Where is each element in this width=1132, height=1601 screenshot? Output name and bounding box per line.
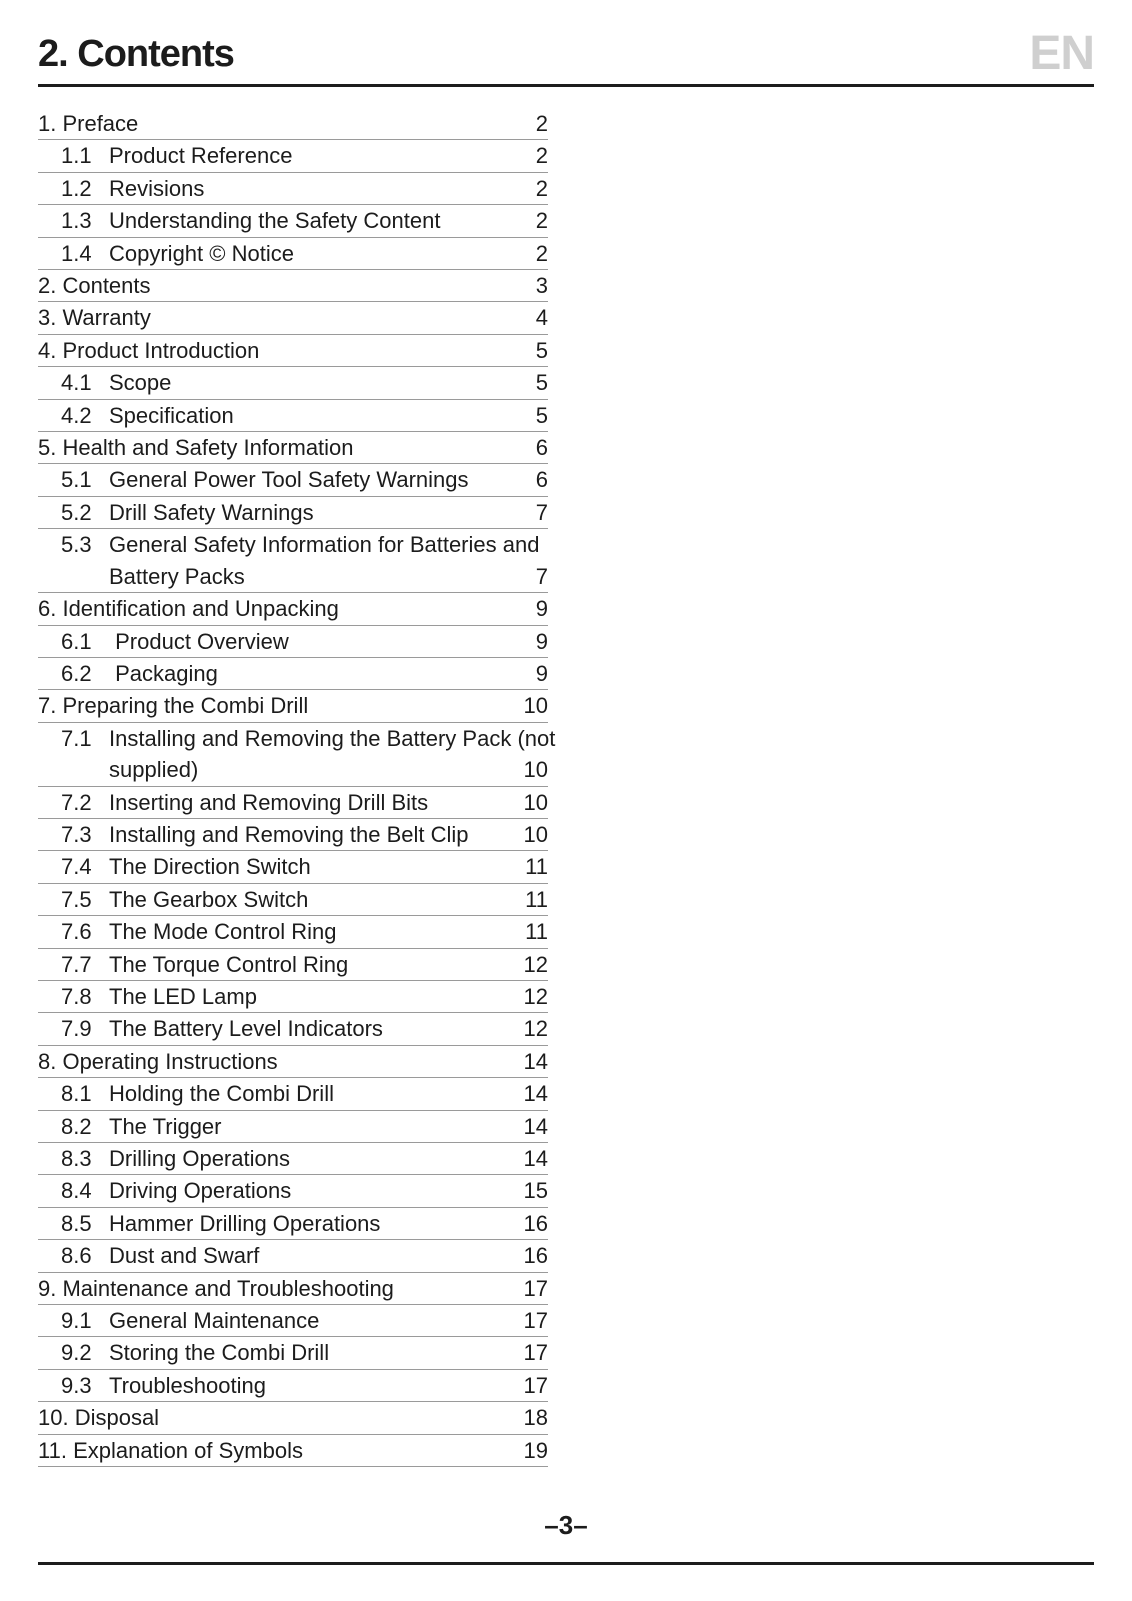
toc-page-number: 6 xyxy=(535,435,548,461)
footer-divider xyxy=(38,1562,1094,1565)
toc-entry-title: Specification xyxy=(109,402,234,428)
toc-entry[interactable] xyxy=(38,1273,548,1305)
toc-entry-title: 10. Disposal xyxy=(38,1405,160,1431)
toc-entry[interactable] xyxy=(38,1013,548,1045)
toc-page-number: 14 xyxy=(523,1081,548,1107)
toc-section-number: 4.1 xyxy=(61,370,92,396)
toc-entry[interactable] xyxy=(38,690,548,722)
toc-section-number: 7.9 xyxy=(61,1016,92,1042)
toc-page-number: 12 xyxy=(523,983,548,1009)
toc-section-number: 1.1 xyxy=(61,143,92,169)
toc-page-number: 2 xyxy=(535,111,548,136)
toc-page-number: 7 xyxy=(535,499,548,525)
toc-entry-title: Scope xyxy=(109,370,172,396)
toc-entry-title: The Torque Control Ring xyxy=(109,951,349,977)
toc-page-number: 17 xyxy=(523,1340,548,1366)
toc-entry-title: 7. Preparing the Combi Drill xyxy=(38,693,309,719)
toc-entry-title: Drilling Operations xyxy=(109,1146,290,1171)
toc-entry[interactable] xyxy=(38,497,548,529)
toc-entry-title: Drill Safety Warnings xyxy=(109,499,314,525)
toc-section-number: 1.4 xyxy=(61,240,92,266)
toc-entry-title: Understanding the Safety Content xyxy=(109,208,441,234)
toc-section-number: 5.1 xyxy=(61,467,92,493)
toc-entry[interactable] xyxy=(38,1337,548,1369)
toc-section-number: 9.1 xyxy=(61,1308,92,1334)
toc-entry[interactable] xyxy=(38,1240,548,1272)
toc-page-number: 11 xyxy=(525,886,548,912)
toc-entry[interactable] xyxy=(38,916,548,948)
table-of-contents xyxy=(38,108,556,1467)
toc-page-number: 2 xyxy=(535,143,548,169)
toc-section-number: 7.6 xyxy=(61,919,92,945)
toc-page-number: 3 xyxy=(535,273,548,299)
toc-entry[interactable] xyxy=(38,1435,548,1467)
toc-entry-title: The LED Lamp xyxy=(109,983,257,1009)
toc-entry-title: Storing the Combi Drill xyxy=(109,1340,330,1366)
toc-page-number: 18 xyxy=(523,1405,548,1431)
toc-entry[interactable] xyxy=(38,658,548,690)
toc-page-number: 19 xyxy=(523,1437,548,1463)
toc-entry[interactable] xyxy=(38,787,548,819)
toc-entry-title: Troubleshooting xyxy=(109,1372,266,1398)
toc-entry-title: General Safety Information for Batteries and xyxy=(109,532,540,558)
toc-entry[interactable] xyxy=(38,1208,548,1240)
toc-section-number: 7.8 xyxy=(61,983,92,1009)
toc-page-number: 16 xyxy=(523,1243,548,1269)
toc-section-number: 7.7 xyxy=(61,951,92,977)
toc-entry[interactable] xyxy=(38,626,548,658)
toc-entry[interactable] xyxy=(38,302,548,334)
toc-entry-title: 8. Operating Instructions xyxy=(38,1048,278,1074)
toc-section-number: 5.3 xyxy=(61,532,92,558)
toc-entry[interactable] xyxy=(38,335,548,367)
toc-page-number: 10 xyxy=(523,693,548,719)
toc-entry[interactable] xyxy=(38,723,556,787)
toc-entry-title: 11. Explanation of Symbols xyxy=(38,1437,303,1463)
toc-entry-title: 5. Health and Safety Information xyxy=(38,435,354,461)
toc-entry[interactable] xyxy=(38,1111,548,1143)
toc-section-number: 8.3 xyxy=(61,1146,92,1171)
toc-entry-title: 4. Product Introduction xyxy=(38,337,260,363)
toc-page-number: 11 xyxy=(525,919,548,945)
toc-section-number: 7.4 xyxy=(61,854,92,880)
toc-section-number: 7.3 xyxy=(61,821,92,847)
toc-page-number: 17 xyxy=(523,1372,548,1398)
toc-page-number: 17 xyxy=(523,1275,548,1301)
toc-section-number: 7.1 xyxy=(61,725,92,751)
toc-entry-title-continued: supplied) xyxy=(109,757,199,783)
toc-entry[interactable] xyxy=(38,1143,548,1175)
toc-page-number: 2 xyxy=(535,208,548,234)
language-badge: EN xyxy=(1029,27,1094,80)
toc-entry[interactable] xyxy=(38,1305,548,1337)
toc-page-number: 9 xyxy=(535,628,548,654)
toc-section-number: 8.1 xyxy=(61,1081,92,1107)
toc-page-number: 17 xyxy=(523,1308,548,1334)
toc-entry-title: Holding the Combi Drill xyxy=(109,1081,334,1107)
toc-section-number: 5.2 xyxy=(61,499,92,525)
toc-entry[interactable] xyxy=(38,173,548,205)
toc-page-number: 14 xyxy=(523,1146,548,1171)
toc-entry-title: The Trigger xyxy=(109,1113,222,1139)
toc-page-number: 14 xyxy=(523,1113,548,1139)
toc-page-number: 2 xyxy=(535,175,548,201)
toc-page-number: 12 xyxy=(523,1016,548,1042)
toc-entry-title: Hammer Drilling Operations xyxy=(109,1210,381,1236)
toc-entry[interactable] xyxy=(38,981,548,1013)
toc-section-number: 4.2 xyxy=(61,402,92,428)
toc-page-number: 7 xyxy=(535,563,548,589)
toc-page-number: 14 xyxy=(523,1048,548,1074)
toc-entry-title: Dust and Swarf xyxy=(109,1243,260,1269)
toc-entry[interactable] xyxy=(38,1078,548,1110)
toc-entry[interactable] xyxy=(38,1370,548,1402)
toc-page-number: 15 xyxy=(523,1178,548,1204)
toc-entry-title: 1. Preface xyxy=(38,111,139,136)
toc-section-number: 7.5 xyxy=(61,886,92,912)
toc-section-number: 8.5 xyxy=(61,1210,92,1236)
toc-entry[interactable] xyxy=(38,205,548,237)
toc-section-number: 6.2 xyxy=(61,660,92,686)
toc-entry-title: The Battery Level Indicators xyxy=(109,1016,383,1042)
toc-section-number: 8.2 xyxy=(61,1113,92,1139)
toc-entry[interactable] xyxy=(38,851,548,883)
toc-page-number: 5 xyxy=(535,402,548,428)
toc-section-number: 9.2 xyxy=(61,1340,92,1366)
toc-page-number: 12 xyxy=(523,951,548,977)
toc-entry-title: Inserting and Removing Drill Bits xyxy=(109,789,429,815)
toc-page-number: 11 xyxy=(525,854,548,880)
toc-entry[interactable] xyxy=(38,593,548,625)
toc-entry-title: 9. Maintenance and Troubleshooting xyxy=(38,1275,394,1301)
toc-entry[interactable] xyxy=(38,108,548,140)
toc-entry[interactable] xyxy=(38,1175,548,1207)
page-number: –3– xyxy=(544,1510,588,1540)
toc-section-number: 7.2 xyxy=(61,789,92,815)
toc-entry-title: 3. Warranty xyxy=(38,305,151,331)
toc-page-number: 10 xyxy=(523,821,548,847)
page-title: 2. Contents xyxy=(38,33,234,75)
toc-entry-title: Packaging xyxy=(109,660,218,686)
toc-entry-title: Copyright © Notice xyxy=(109,240,294,266)
toc-section-number: 8.6 xyxy=(61,1243,92,1269)
toc-entry-title: The Direction Switch xyxy=(109,854,311,880)
toc-page-number: 9 xyxy=(535,660,548,686)
toc-entry[interactable] xyxy=(38,949,548,981)
toc-entry-title: 6. Identification and Unpacking xyxy=(38,596,339,622)
toc-entry-title: Installing and Removing the Belt Clip xyxy=(109,821,469,847)
toc-entry[interactable] xyxy=(38,1402,548,1434)
toc-entry-title: Revisions xyxy=(109,175,205,201)
toc-entry-title: General Maintenance xyxy=(109,1308,320,1334)
toc-entry-title: General Power Tool Safety Warnings xyxy=(109,467,469,493)
toc-entry[interactable] xyxy=(38,238,548,270)
toc-entry-title: The Gearbox Switch xyxy=(109,886,309,912)
toc-page-number: 6 xyxy=(535,467,548,493)
page-header xyxy=(38,26,1094,87)
toc-section-number: 1.3 xyxy=(61,208,92,234)
toc-section-number: 8.4 xyxy=(61,1178,92,1204)
toc-entry-title-continued: Battery Packs xyxy=(109,563,245,589)
toc-section-number: 6.1 xyxy=(61,628,92,654)
toc-page-number: 10 xyxy=(523,789,548,815)
toc-entry-title: The Mode Control Ring xyxy=(109,919,337,945)
toc-page-number: 10 xyxy=(523,757,548,783)
toc-section-number: 1.2 xyxy=(61,175,92,201)
toc-entry[interactable] xyxy=(38,367,548,399)
toc-entry[interactable] xyxy=(38,884,548,916)
toc-entry-title: 2. Contents xyxy=(38,273,151,299)
toc-entry[interactable] xyxy=(38,529,548,593)
toc-page-number: 5 xyxy=(535,370,548,396)
toc-entry[interactable] xyxy=(38,400,548,432)
toc-page-number: 2 xyxy=(535,240,548,266)
toc-entry[interactable] xyxy=(38,819,548,851)
toc-page-number: 16 xyxy=(523,1210,548,1236)
toc-entry-title: Product Reference xyxy=(109,143,293,169)
toc-entry[interactable] xyxy=(38,464,548,496)
toc-entry[interactable] xyxy=(38,432,548,464)
toc-page-number: 9 xyxy=(535,596,548,622)
toc-entry-title: Driving Operations xyxy=(109,1178,292,1204)
toc-page-number: 5 xyxy=(535,337,548,363)
toc-entry-title: Product Overview xyxy=(109,628,289,654)
toc-section-number: 9.3 xyxy=(61,1372,92,1398)
toc-entry[interactable] xyxy=(38,140,548,172)
toc-page-number: 4 xyxy=(535,305,548,331)
toc-entry[interactable] xyxy=(38,270,548,302)
toc-entry[interactable] xyxy=(38,1046,548,1078)
toc-entry-title: Installing and Removing the Battery Pack (not xyxy=(109,725,556,751)
